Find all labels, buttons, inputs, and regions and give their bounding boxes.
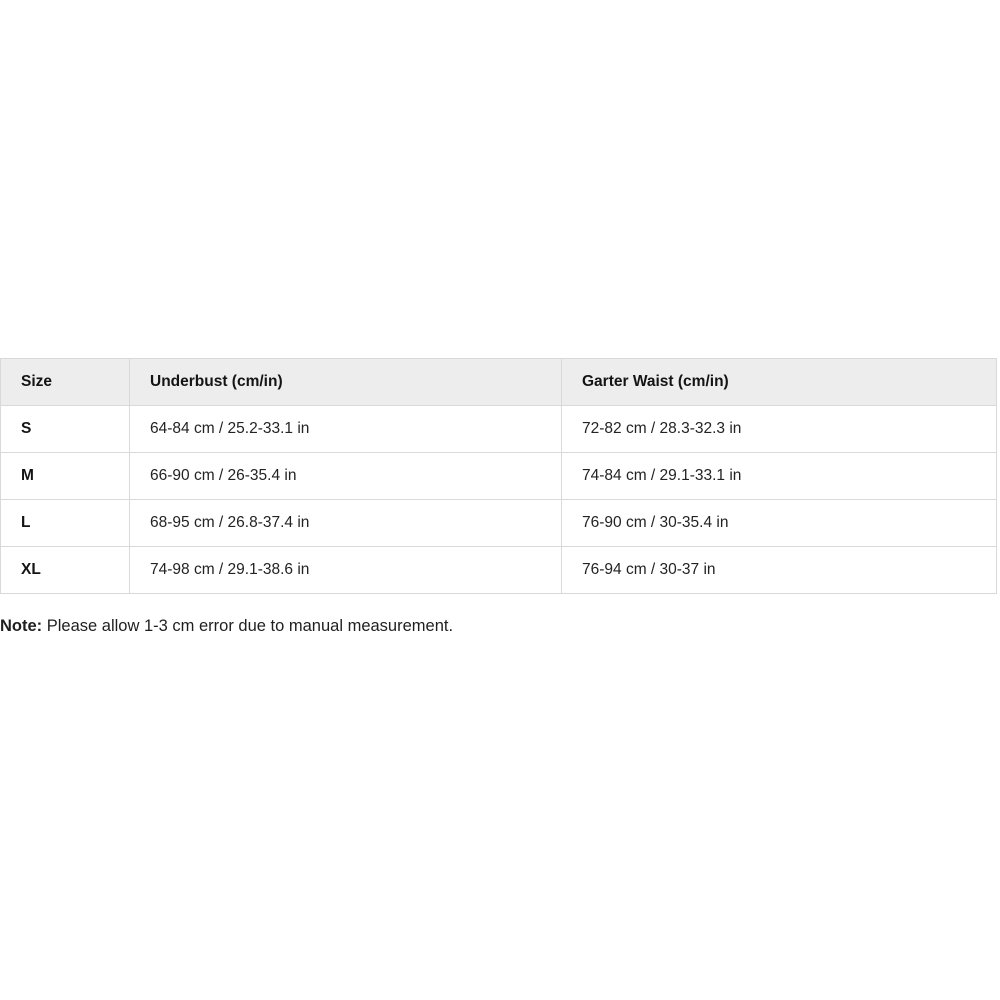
column-header-underbust: Underbust (cm/in) [130,359,562,406]
cell-size: M [1,453,130,500]
size-chart-table-container [0,358,996,594]
note-text: Please allow 1-3 cm error due to manual measurement. [46,617,454,635]
table-body [1,406,997,594]
table-row [1,406,997,453]
table-header-row [1,359,997,406]
cell-underbust: 68-95 cm / 26.8-37.4 in [130,500,562,547]
note-label: Note: [0,617,43,635]
table-row [1,500,997,547]
cell-garter-waist: 76-94 cm / 30-37 in [562,547,997,594]
cell-garter-waist: 76-90 cm / 30-35.4 in [562,500,997,547]
cell-size: L [1,500,130,547]
cell-garter-waist: 74-84 cm / 29.1-33.1 in [562,453,997,500]
cell-size: S [1,406,130,453]
column-header-garter-waist: Garter Waist (cm/in) [562,359,997,406]
cell-underbust: 74-98 cm / 29.1-38.6 in [130,547,562,594]
table-row [1,453,997,500]
cell-underbust: 64-84 cm / 25.2-33.1 in [130,406,562,453]
measurement-note [0,609,996,638]
table-row [1,547,997,594]
cell-size: XL [1,547,130,594]
column-header-size: Size [1,359,130,406]
table-header [1,359,997,406]
cell-underbust: 66-90 cm / 26-35.4 in [130,453,562,500]
size-chart-table [0,358,997,594]
cell-garter-waist: 72-82 cm / 28.3-32.3 in [562,406,997,453]
